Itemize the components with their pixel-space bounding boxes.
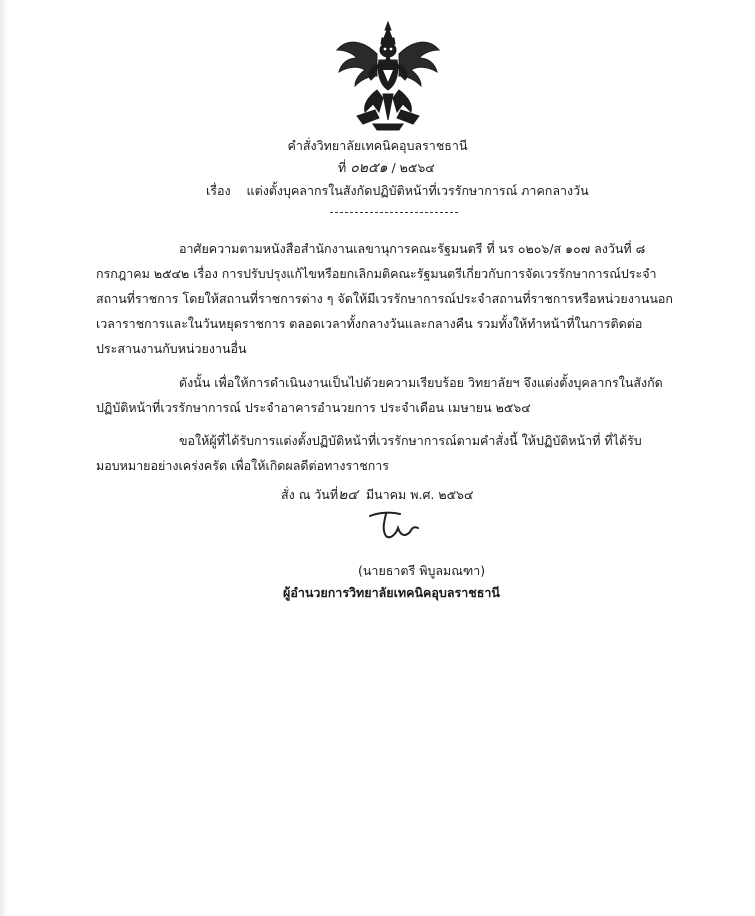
handwritten-signature — [366, 508, 422, 544]
header-divider — [330, 212, 458, 213]
subject-line — [206, 183, 589, 199]
order-number-prefix: ที่ — [338, 160, 347, 175]
para1-line5: ประสานงานกับหน่วยงานอื่น — [96, 341, 247, 356]
order-number-suffix: / ๒๕๖๔ — [391, 160, 435, 175]
para1-line4: เวลาราชการและในวันหยุดราชการ ตลอดเวลาทั้งกลางวันและกลางคืน รวมทั้งให้ทำหน้าที่ในการติดต่อ — [96, 316, 643, 331]
para1-line1: อาศัยความตามหนังสือสำนักงานเลขานุการคณะรัฐมนตรี ที่ นร ๐๒๐๖/ส ๑๐๗ ลงวันที่ ๘ — [179, 241, 646, 256]
subject-text: แต่งตั้งบุคลากรในสังกัดปฏิบัติหน้าที่เวรรักษาการณ์ ภาคกลางวัน — [246, 183, 589, 198]
order-number-handwritten: ๐๒๕๑ — [350, 160, 388, 176]
order-number — [338, 160, 435, 176]
order-date-day-handwritten: ๒๔ — [338, 487, 358, 503]
order-date-rest: มีนาคม พ.ศ. ๒๕๖๔ — [365, 487, 474, 502]
subject-label: เรื่อง — [206, 183, 231, 198]
para1-line2: กรกฎาคม ๒๕๔๒ เรื่อง การปรับปรุงแก้ไขหรือยกเลิกมติคณะรัฐมนตรีเกี่ยวกับการจัดเวรรักษาการณ์ประจำ — [96, 266, 657, 281]
order-date — [281, 487, 473, 503]
para2-line1: ดังนั้น เพื่อให้การดำเนินงานเป็นไปด้วยความเรียบร้อย วิทยาลัยฯ จึงแต่งตั้งบุคลากรในสังกัด — [179, 375, 663, 390]
para3-line2: มอบหมายอย่างเคร่งครัด เพื่อให้เกิดผลดีต่อทางราชการ — [96, 458, 390, 473]
order-title: คำสั่งวิทยาลัยเทคนิคอุบลราชธานี — [287, 138, 468, 153]
para1-line3: สถานที่ราชการ โดยให้สถานที่ราชการต่าง ๆ จัดให้มีเวรรักษาการณ์ประจำสถานที่ราชการหรือหน่วยงานนอก — [96, 291, 673, 306]
para3-line1: ขอให้ผู้ที่ได้รับการแต่งตั้งปฏิบัติหน้าที่เวรรักษาการณ์ตามคำสั่งนี้ ให้ปฏิบัติหน้าที่ ที่ได้รับ — [179, 433, 642, 448]
order-date-prefix: สั่ง ณ วันที่ — [281, 487, 339, 502]
garuda-emblem — [333, 20, 443, 132]
para2-line2: ปฏิบัติหน้าที่เวรรักษาการณ์ ประจำอาคารอำนวยการ ประจำเดือน เมษายน ๒๕๖๔ — [96, 400, 531, 415]
signer-name: (นายธาตรี พิบูลมณฑา) — [358, 563, 486, 578]
signer-position: ผู้อำนวยการวิทยาลัยเทคนิคอุบลราชธานี — [283, 585, 500, 600]
